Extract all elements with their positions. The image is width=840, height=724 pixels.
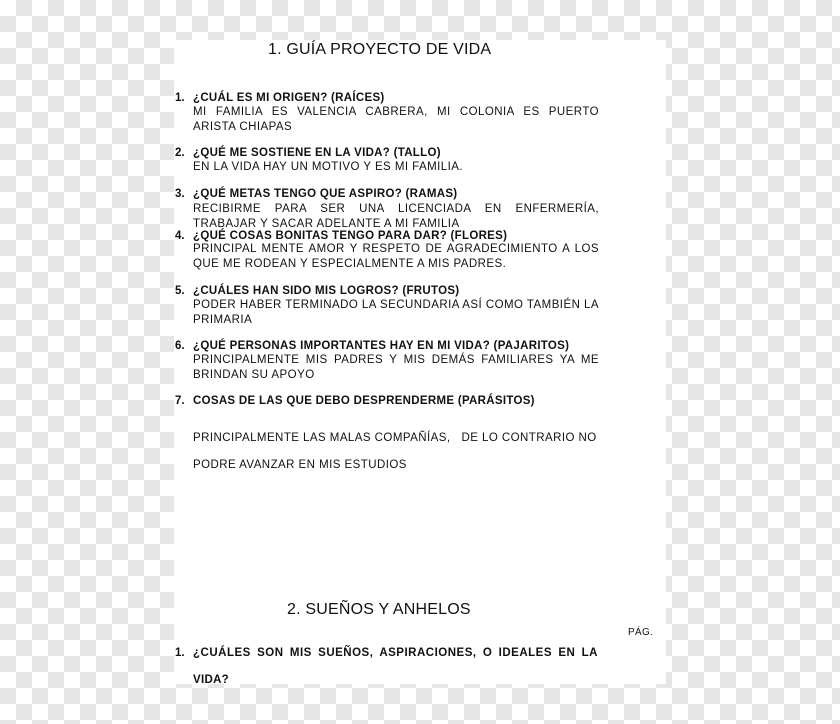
item-6-answer: PRINCIPALMENTE MIS PADRES Y MIS DEMÁS FAMILIARES YA ME BRINDAN SU APOYO <box>193 354 599 381</box>
item-4-number: 4. <box>175 230 185 242</box>
section-2-item-1-number: 1. <box>175 647 185 659</box>
item-1-answer: MI FAMILIA ES VALENCIA CABRERA, MI COLONIA ES PUERTO ARISTA CHIAPAS <box>193 106 599 133</box>
section-2-title: 2. SUEÑOS Y ANHELOS <box>287 601 471 618</box>
item-7-number: 7. <box>175 395 185 407</box>
item-2-question: ¿QUÉ ME SOSTIENE EN LA VIDA? (TALLO) <box>193 147 441 159</box>
page-label: PÁG. <box>628 627 654 638</box>
item-7-question: COSAS DE LAS QUE DEBO DESPRENDERME (PARÁSITOS) <box>193 395 535 407</box>
item-7-answer-line-2: PODRE AVANZAR EN MIS ESTUDIOS <box>193 459 407 471</box>
item-7-answer-line-1: PRINCIPALMENTE LAS MALAS COMPAÑÍAS, DE LO CONTRARIO NO <box>193 432 597 444</box>
item-1-number: 1. <box>175 92 185 104</box>
item-2-answer: EN LA VIDA HAY UN MOTIVO Y ES MI FAMILIA. <box>193 161 464 173</box>
item-4-answer: PRINCIPAL MENTE AMOR Y RESPETO DE AGRADECIMIENTO A LOS QUE ME RODEAN Y ESPECIALMENTE A MIS PADRES. <box>193 243 599 270</box>
item-5-answer: PODER HABER TERMINADO LA SECUNDARIA ASÍ COMO TAMBIÉN LA PRIMARIA <box>193 299 599 326</box>
item-5-number: 5. <box>175 285 185 297</box>
item-4-question: ¿QUÉ COSAS BONITAS TENGO PARA DAR? (FLORES) <box>193 230 508 242</box>
item-5-question: ¿CUÁLES HAN SIDO MIS LOGROS? (FRUTOS) <box>193 285 460 297</box>
item-2-number: 2. <box>175 147 185 159</box>
item-3-question: ¿QUÉ METAS TENGO QUE ASPIRO? (RAMAS) <box>193 188 458 200</box>
item-6-number: 6. <box>175 340 185 352</box>
item-3-number: 3. <box>175 188 185 200</box>
section-2-item-1-question-line-2: VIDA? <box>193 674 229 686</box>
item-6-question: ¿QUÉ PERSONAS IMPORTANTES HAY EN MI VIDA? (PAJARITOS) <box>193 340 570 352</box>
item-3-answer: RECIBIRME PARA SER UNA LICENCIADA EN ENFERMERÍA, TRABAJAR Y SACAR ADELANTE A MI FAMILIA <box>193 203 599 230</box>
item-1-question: ¿CUÁL ES MI ORIGEN? (RAÍCES) <box>193 92 385 104</box>
section-1-title: 1. GUÍA PROYECTO DE VIDA <box>268 41 492 58</box>
section-2-item-1-question-line-1: ¿CUÁLES SON MIS SUEÑOS, ASPIRACIONES, O IDEALES EN LA <box>193 647 598 659</box>
